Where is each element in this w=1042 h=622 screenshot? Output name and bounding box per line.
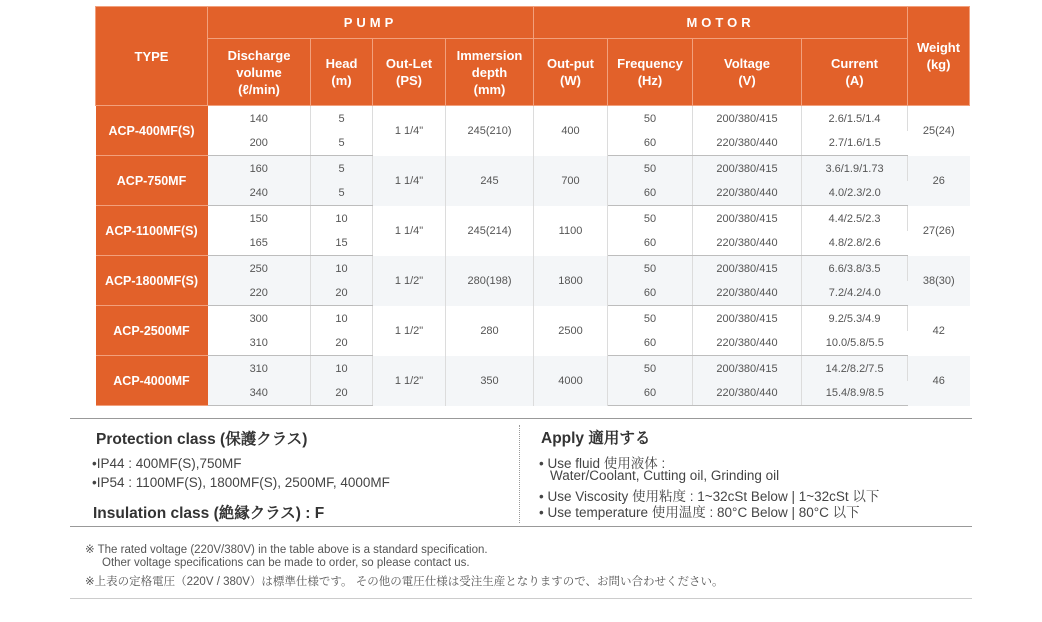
model-row-group [96, 106, 970, 156]
head-value: 5 [311, 106, 373, 132]
type-header: TYPE [96, 7, 208, 106]
current-value: 14.2/8.2/7.5 [802, 356, 908, 382]
frequency-value: 60 [608, 331, 693, 356]
frequency-value: 50 [608, 356, 693, 382]
discharge-value: 200 [208, 131, 311, 156]
motor-header: MOTOR [534, 7, 908, 39]
ip54-line: •IP54 : 1100MF(S), 1800MF(S), 2500MF, 4000MF [92, 475, 390, 490]
model-type: ACP-400MF(S) [96, 106, 208, 156]
discharge-value: 310 [208, 331, 311, 356]
current-value: 9.2/5.3/4.9 [802, 306, 908, 332]
head-value: 20 [311, 381, 373, 406]
apply-item: • Use Viscosity 使用粘度 : 1~32cSt Below | 1~32cSt 以下 [539, 489, 880, 504]
model-type: ACP-4000MF [96, 356, 208, 406]
depth-value: 280(198) [446, 256, 534, 306]
voltage-value: 200/380/415 [693, 356, 802, 382]
apply-heading: Apply 適用する [541, 430, 651, 447]
depth-value: 350 [446, 356, 534, 406]
output-value: 1800 [534, 256, 608, 306]
footnote: Other voltage specifications can be made to order, so please contact us. [102, 557, 470, 569]
outlet-value: 1 1/2" [373, 356, 446, 406]
model-type: ACP-2500MF [96, 306, 208, 356]
footnote: ※上表の定格電圧（220V / 380V）は標準仕様です。 その他の電圧仕様は受注生産となりますので、お問い合わせください。 [85, 576, 724, 588]
section-divider [70, 418, 972, 419]
protection-class-heading: Protection class (保護クラス) [96, 431, 308, 448]
head-value: 10 [311, 356, 373, 382]
model-type: ACP-1800MF(S) [96, 256, 208, 306]
apply-item: Water/Coolant, Cutting oil, Grinding oil [550, 468, 780, 483]
weight-value: 25(24) [922, 124, 955, 137]
weight-value: 42 [932, 324, 945, 337]
weight-value: 27(26) [922, 224, 955, 237]
output-value: 4000 [534, 356, 608, 406]
model-type: ACP-1100MF(S) [96, 206, 208, 256]
output-value: 1100 [534, 206, 608, 256]
head-value: 20 [311, 331, 373, 356]
spec-table [95, 6, 970, 406]
frequency-value: 50 [608, 256, 693, 282]
frequency-header: Frequency (Hz) [608, 39, 693, 106]
current-value: 4.8/2.8/2.6 [802, 231, 908, 256]
head-value: 5 [311, 131, 373, 156]
bottom-divider [70, 598, 972, 599]
voltage-value: 220/380/440 [693, 381, 802, 406]
apply-item: • Use fluid 使用液体 : [539, 456, 666, 471]
output-value: 400 [534, 106, 608, 156]
model-row-group [96, 256, 970, 306]
section-divider [70, 526, 972, 527]
frequency-value: 60 [608, 131, 693, 156]
depth-value: 245(214) [446, 206, 534, 256]
model-row-group [96, 356, 970, 406]
voltage-value: 220/380/440 [693, 231, 802, 256]
head-value: 5 [311, 156, 373, 182]
output-header: Out-put (W) [534, 39, 608, 106]
voltage-value: 220/380/440 [693, 181, 802, 206]
discharge-value: 250 [208, 256, 311, 282]
depth-value: 245(210) [446, 106, 534, 156]
frequency-value: 50 [608, 306, 693, 332]
discharge-value: 160 [208, 156, 311, 182]
frequency-value: 60 [608, 181, 693, 206]
outlet-value: 1 1/4" [373, 206, 446, 256]
model-row-group [96, 306, 970, 356]
frequency-value: 60 [608, 381, 693, 406]
weight-header: Weight (kg) [908, 7, 970, 106]
head-value: 10 [311, 256, 373, 282]
ip44-line: •IP44 : 400MF(S),750MF [92, 456, 242, 471]
head-header: Head (m) [311, 39, 373, 106]
current-value: 4.0/2.3/2.0 [802, 181, 908, 206]
apply-item: • Use temperature 使用温度 : 80°C Below | 80°C 以下 [539, 505, 860, 520]
voltage-value: 220/380/440 [693, 331, 802, 356]
model-type: ACP-750MF [96, 156, 208, 206]
voltage-value: 200/380/415 [693, 106, 802, 132]
model-row-group [96, 156, 970, 206]
discharge-value: 340 [208, 381, 311, 406]
discharge-value: 300 [208, 306, 311, 332]
head-value: 10 [311, 306, 373, 332]
frequency-value: 60 [608, 281, 693, 306]
current-value: 2.7/1.6/1.5 [802, 131, 908, 156]
outlet-value: 1 1/2" [373, 256, 446, 306]
outlet-value: 1 1/2" [373, 306, 446, 356]
outlet-value: 1 1/4" [373, 106, 446, 156]
current-value: 6.6/3.8/3.5 [802, 256, 908, 282]
frequency-value: 50 [608, 206, 693, 232]
depth-value: 245 [446, 156, 534, 206]
weight-value: 46 [908, 356, 970, 406]
voltage-value: 200/380/415 [693, 206, 802, 232]
outlet-value: 1 1/4" [373, 156, 446, 206]
current-value: 15.4/8.9/8.5 [802, 381, 908, 406]
current-value: 3.6/1.9/1.73 [802, 156, 908, 182]
model-row-group [96, 206, 970, 256]
current-header: Current (A) [802, 39, 908, 106]
depth-header: Immersion depth (mm) [446, 39, 534, 106]
weight-value: 26 [908, 156, 970, 206]
current-value: 7.2/4.2/4.0 [802, 281, 908, 306]
discharge-header: Discharge volume (ℓ/min) [208, 39, 311, 106]
weight-value: 38(30) [908, 256, 970, 306]
column-divider [519, 425, 520, 523]
discharge-value: 150 [208, 206, 311, 232]
voltage-value: 200/380/415 [693, 306, 802, 332]
frequency-value: 50 [608, 106, 693, 132]
voltage-value: 220/380/440 [693, 131, 802, 156]
pump-header: PUMP [208, 7, 534, 39]
voltage-value: 200/380/415 [693, 156, 802, 182]
head-value: 20 [311, 281, 373, 306]
outlet-header: Out-Let (PS) [373, 39, 446, 106]
head-value: 5 [311, 181, 373, 206]
voltage-header: Voltage (V) [693, 39, 802, 106]
output-value: 2500 [534, 306, 608, 356]
discharge-value: 240 [208, 181, 311, 206]
current-value: 4.4/2.5/2.3 [802, 206, 908, 232]
depth-value: 280 [446, 306, 534, 356]
voltage-value: 200/380/415 [693, 256, 802, 282]
insulation-class-heading: Insulation class (絶縁クラス) : F [93, 505, 325, 522]
discharge-value: 165 [208, 231, 311, 256]
output-value: 700 [534, 156, 608, 206]
current-value: 10.0/5.8/5.5 [802, 331, 908, 356]
frequency-value: 60 [608, 231, 693, 256]
discharge-value: 140 [208, 106, 311, 132]
footnote: ※ The rated voltage (220V/380V) in the table above is a standard specification. [85, 544, 488, 556]
head-value: 15 [311, 231, 373, 256]
current-value: 2.6/1.5/1.4 [802, 106, 908, 132]
discharge-value: 220 [208, 281, 311, 306]
frequency-value: 50 [608, 156, 693, 182]
discharge-value: 310 [208, 356, 311, 382]
voltage-value: 220/380/440 [693, 281, 802, 306]
head-value: 10 [311, 206, 373, 232]
